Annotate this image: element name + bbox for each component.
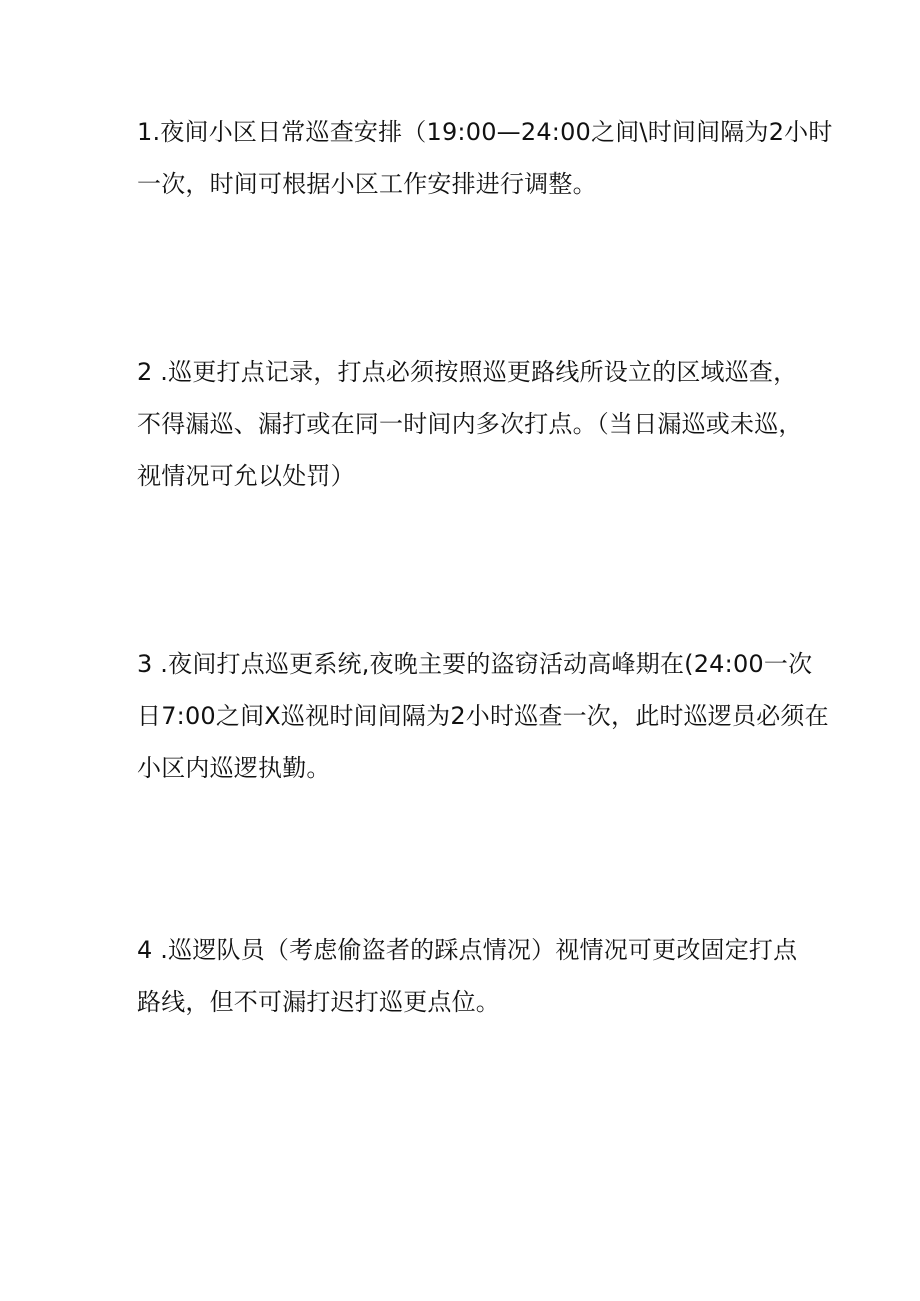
paragraph-line: 1.夜间小区日常巡查安排（19:00—24:00之间\时间间隔为2小时 [137,118,833,146]
paragraph-line: 2 .巡更打点记录，打点必须按照巡更路线所设立的区域巡查， [137,358,798,386]
paragraph-1 [137,106,833,210]
paragraph-line: 不得漏巡、漏打或在同一时间内多次打点。（当日漏巡或未巡， [137,410,803,438]
paragraph-4 [137,924,797,1028]
paragraph-2 [137,346,803,502]
paragraph-line: 路线，但不可漏打迟打巡更点位。 [137,988,500,1016]
paragraph-line: 一次，时间可根据小区工作安排进行调整。 [137,170,597,198]
paragraph-line: 日7:00之间X巡视时间间隔为2小时巡查一次，此时巡逻员必须在 [137,702,829,730]
paragraph-line: 小区内巡逻执勤。 [137,754,331,782]
paragraph-line: 4 .巡逻队员（考虑偷盗者的踩点情况）视情况可更改固定打点 [137,936,798,964]
paragraph-3 [137,638,829,794]
paragraph-line: 3 .夜间打点巡更系统,夜晚主要的盗窃活动高峰期在(24:00一次 [137,650,813,678]
paragraph-line: 视情况可允以处罚） [137,462,355,490]
